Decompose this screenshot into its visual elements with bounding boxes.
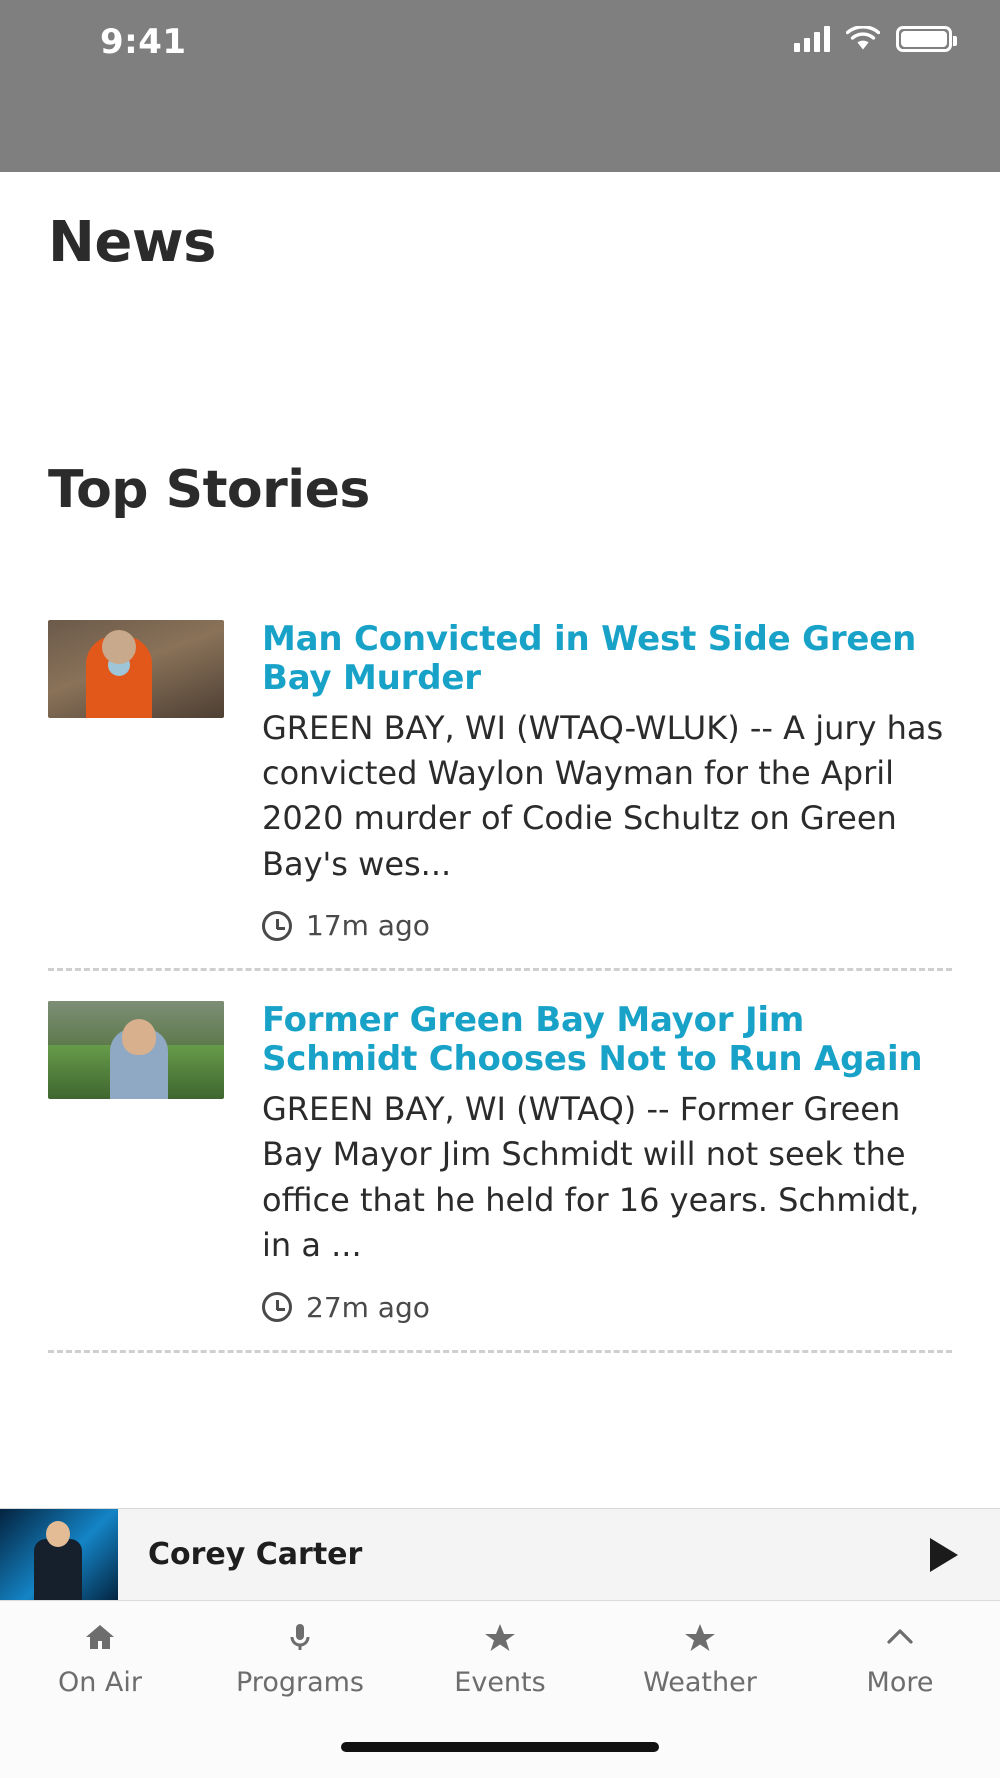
story-headline[interactable]: Former Green Bay Mayor Jim Schmidt Chooses Not to Run Again: [262, 1000, 923, 1079]
story-summary: GREEN BAY, WI (WTAQ-WLUK) -- A jury has convicted Waylon Wayman for the April 2020 murder of Codie Schultz on Green Bay's wes...: [262, 708, 944, 883]
home-icon: [83, 1619, 117, 1655]
chevron-up-icon: [883, 1619, 917, 1655]
tab-on-air[interactable]: [0, 1619, 200, 1698]
story-headline[interactable]: Man Convicted in West Side Green Bay Murder: [262, 619, 917, 698]
list-item[interactable]: [0, 590, 1000, 968]
top-stories-list: [0, 590, 1000, 1353]
tab-events[interactable]: [400, 1619, 600, 1698]
star-icon: [683, 1619, 717, 1655]
microphone-icon: [283, 1619, 317, 1655]
tab-label: More: [866, 1667, 934, 1698]
tab-label: Programs: [236, 1667, 364, 1698]
story-thumbnail[interactable]: [48, 1001, 224, 1099]
star-icon: [483, 1619, 517, 1655]
story-body: [262, 1001, 952, 1323]
clock-icon: [262, 911, 292, 941]
cellular-signal-icon: [794, 26, 830, 52]
battery-full-icon: [896, 26, 952, 52]
now-playing-artwork: [0, 1509, 118, 1601]
tab-label: Weather: [643, 1667, 757, 1698]
status-time: 9:41: [100, 22, 187, 62]
list-item[interactable]: [0, 971, 1000, 1349]
story-body: [262, 620, 952, 942]
story-meta: [262, 1291, 952, 1324]
story-timestamp: 17m ago: [306, 909, 430, 943]
tab-label: On Air: [57, 1667, 143, 1698]
section-title: Top Stories: [48, 460, 370, 520]
tab-label: Events: [454, 1667, 546, 1698]
story-timestamp: 27m ago: [306, 1290, 430, 1324]
now-playing-bar[interactable]: [0, 1508, 1000, 1600]
clock-icon: [262, 1292, 292, 1322]
wifi-icon: [846, 26, 880, 52]
story-summary: GREEN BAY, WI (WTAQ) -- Former Green Bay Mayor Jim Schmidt will not seek the office that he held for 16 years. Schmidt, in a ...: [262, 1089, 920, 1265]
play-icon[interactable]: [930, 1538, 958, 1572]
status-indicators: [794, 26, 952, 52]
page-title: News: [48, 210, 216, 275]
status-bar: [0, 0, 1000, 172]
now-playing-title: Corey Carter: [148, 1537, 363, 1572]
home-indicator[interactable]: [341, 1742, 659, 1752]
tab-weather[interactable]: [600, 1619, 800, 1698]
tab-programs[interactable]: [200, 1619, 400, 1698]
story-thumbnail[interactable]: [48, 620, 224, 718]
tab-more[interactable]: [800, 1619, 1000, 1698]
story-meta: [262, 909, 952, 942]
list-divider: [48, 1350, 952, 1353]
